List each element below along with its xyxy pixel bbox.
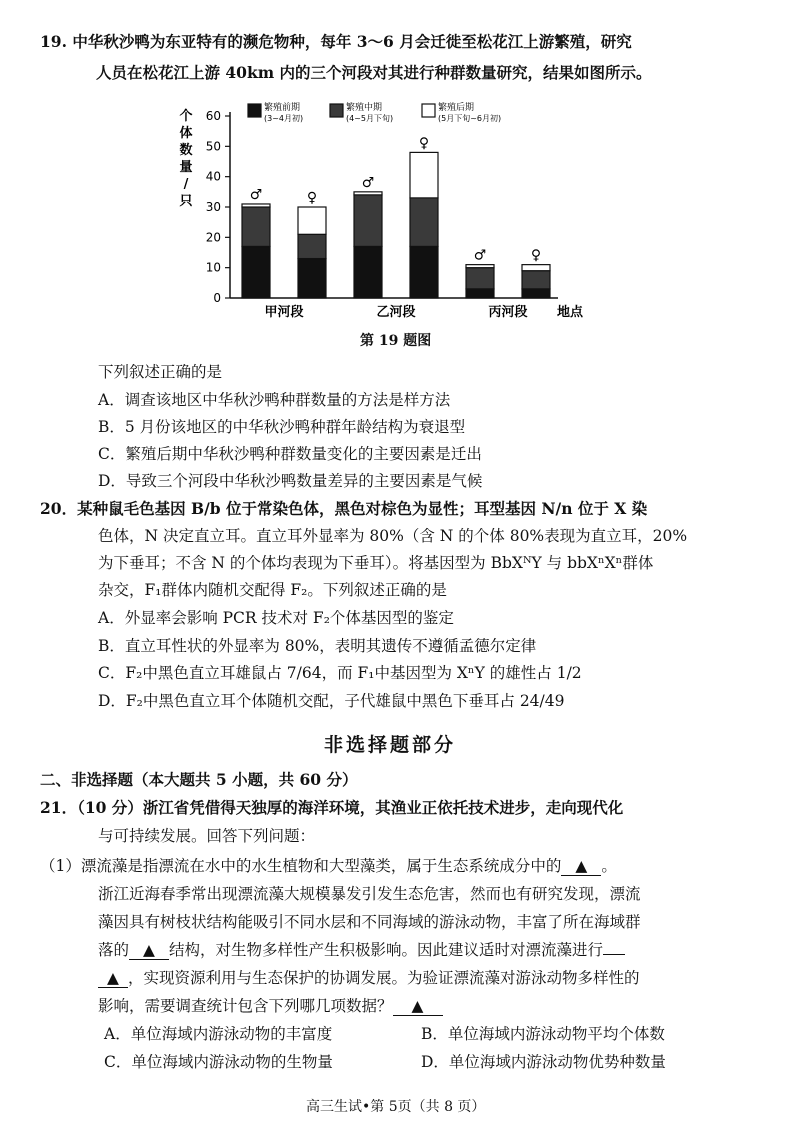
bar-segment <box>298 259 326 298</box>
bar-segment <box>242 246 270 298</box>
bar-sex-label: ♀ <box>530 247 542 264</box>
q21-option-a: A．单位海域内游泳动物的丰富度 <box>104 1025 333 1043</box>
q19-line1: 19. 中华秋沙鸭为东亚特有的濒危物种，每年 3～6 月会迁徙至松花江上游繁殖，研究 <box>40 32 632 51</box>
q21-part1-line3: 藻因具有树枝状结构能吸引不同水层和不同海域的游泳动物，丰富了所在海域群 <box>98 913 641 931</box>
legend-swatch <box>422 104 435 117</box>
q19-option-c: C．繁殖后期中华秋沙鸭种群数量变化的主要因素是迁出 <box>98 445 482 463</box>
bar-segment <box>298 207 326 234</box>
y-axis-label-char: 体 <box>179 126 193 141</box>
y-tick-label: 30 <box>205 200 221 214</box>
q19-option-a: A．调查该地区中华秋沙鸭种群数量的方法是样方法 <box>98 391 451 409</box>
bar-segment <box>466 265 494 268</box>
q21-part1-line6 <box>98 994 443 1016</box>
bar-segment <box>242 207 270 246</box>
y-axis-label-char: / <box>183 177 189 192</box>
x-group-label: 甲河段 <box>264 305 304 320</box>
q20-line3: 为下垂耳；不含 N 的个体均表现为下垂耳）。将基因型为 BbXᴺY 与 bbXⁿXⁿ群体 <box>98 554 654 572</box>
y-axis-label-char: 只 <box>179 194 193 209</box>
q21-part1-line2: 浙江近海春季常出现漂流藻大规模暴发引发生态危害，然而也有研究发现，漂流 <box>98 885 641 903</box>
bar-sex-label: ♀ <box>418 135 430 152</box>
q19-stem: 下列叙述正确的是 <box>98 363 223 381</box>
y-axis-label-char: 个 <box>179 109 193 124</box>
q21-part1-line4 <box>98 938 625 960</box>
section-heading: 二、非选择题（本大题共 5 小题，共 60 分） <box>40 770 358 789</box>
answer-blank-1: ▲ <box>561 857 601 876</box>
bar-segment <box>242 204 270 207</box>
q21-line1: 21．（10 分）浙江省凭借得天独厚的海洋环境，其渔业正依托技术进步，走向现代化 <box>40 798 624 817</box>
q19-option-d: D．导致三个河段中华秋沙鸭数量差异的主要因素是气候 <box>98 472 483 490</box>
q20-line2: 色体，N 决定直立耳。直立耳外显率为 80%（含 N 的个体 80%表现为直立耳，20% <box>98 527 688 545</box>
q21-option-b: B．单位海域内游泳动物平均个体数 <box>421 1025 665 1043</box>
q21-p1b: 。 <box>601 857 617 875</box>
bar-segment <box>522 265 550 271</box>
bar-segment <box>410 152 438 198</box>
bar-segment <box>410 246 438 298</box>
q19-bar-chart <box>170 92 630 324</box>
q19-caption: 第 19 题图 <box>360 333 432 349</box>
legend-sub: (5月下旬~6月初) <box>438 114 502 123</box>
y-tick-label: 0 <box>213 291 221 305</box>
q21-p6a: 影响，需要调查统计包含下列哪几项数据？ <box>98 997 393 1015</box>
q19-line2: 人员在松花江上游 40km 内的三个河段对其进行种群数量研究，结果如图所示。 <box>96 63 652 82</box>
q20-line1: 20．某种鼠毛色基因 B/b 位于常染色体，黑色对棕色为显性；耳型基因 N/n 位于 X 染 <box>40 499 648 518</box>
y-tick-label: 20 <box>205 230 221 245</box>
q21-p4b: 结构，对生物多样性产生积极影响。因此建议适时对漂流藻进行 <box>169 941 604 959</box>
bar-segment <box>354 195 382 247</box>
y-axis-label-char: 量 <box>179 160 193 175</box>
y-axis-label-char: 数 <box>179 143 193 158</box>
legend-sub: (3~4月初) <box>264 114 304 123</box>
q20-option-b: B．直立耳性状的外显率为 80%，表明其遗传不遵循孟德尔定律 <box>98 637 537 655</box>
q20-option-c: C．F₂中黑色直立耳雄鼠占 7/64，而 F₁中基因型为 XⁿY 的雄性占 1/2 <box>98 664 582 682</box>
q21-p5b: ，实现资源利用与生态保护的协调发展。为验证漂流藻对游泳动物多样性的 <box>128 969 640 987</box>
y-tick-label: 50 <box>205 139 221 154</box>
bar-segment <box>522 289 550 298</box>
q21-part1-line5 <box>98 966 640 988</box>
bar-segment <box>522 271 550 289</box>
bar-segment <box>354 192 382 195</box>
q21-p1a: （1）漂流藻是指漂流在水中的水生植物和大型藻类，属于生态系统成分中的 <box>40 857 562 875</box>
section-title: 非选择题部分 <box>324 734 457 756</box>
legend-swatch <box>330 104 343 117</box>
bar-sex-label: ♂ <box>249 186 263 203</box>
bar-segment <box>466 268 494 289</box>
x-group-label: 乙河段 <box>376 305 416 320</box>
bar-sex-label: ♂ <box>473 247 487 264</box>
bar-sex-label: ♂ <box>361 174 375 191</box>
bar-segment <box>354 246 382 298</box>
page-footer: 高三生试•第 5页（共 8 页） <box>306 1099 486 1115</box>
answer-blank-3-start <box>603 954 625 955</box>
q21-part1-line1 <box>40 854 617 876</box>
legend-swatch <box>248 104 261 117</box>
q21-option-c: C．单位海域内游泳动物的生物量 <box>104 1053 333 1071</box>
bar-segment <box>466 289 494 298</box>
q21-p4a: 落的 <box>98 941 130 959</box>
answer-blank-4: ▲ <box>393 997 443 1016</box>
q21-line2: 与可持续发展。回答下列问题： <box>98 827 316 845</box>
bar-segment <box>410 198 438 247</box>
q19-option-b: B．5 月份该地区的中华秋沙鸭种群年龄结构为衰退型 <box>98 418 466 436</box>
answer-blank-3: ▲ <box>98 969 128 988</box>
legend-name: 繁殖后期 <box>438 103 475 113</box>
x-group-label: 丙河段 <box>488 305 528 320</box>
legend-name: 繁殖中期 <box>346 103 383 113</box>
bar-sex-label: ♀ <box>306 190 318 206</box>
legend-name: 繁殖前期 <box>264 103 301 113</box>
y-tick-label: 40 <box>205 169 221 184</box>
q21-option-d: D．单位海域内游泳动物优势种数量 <box>421 1053 666 1071</box>
q20-option-d: D．F₂中黑色直立耳个体随机交配，子代雄鼠中黑色下垂耳占 24/49 <box>98 692 565 710</box>
x-axis-label: 地点 <box>556 305 584 320</box>
legend-sub: (4~5月下旬) <box>346 114 394 123</box>
y-tick-label: 60 <box>205 109 221 123</box>
q20-option-a: A．外显率会影响 PCR 技术对 F₂个体基因型的鉴定 <box>98 609 454 627</box>
y-tick-label: 10 <box>205 260 221 275</box>
q20-line4: 杂交，F₁群体内随机交配得 F₂。下列叙述正确的是 <box>98 581 447 599</box>
bar-segment <box>298 234 326 258</box>
answer-blank-2: ▲ <box>129 941 169 960</box>
